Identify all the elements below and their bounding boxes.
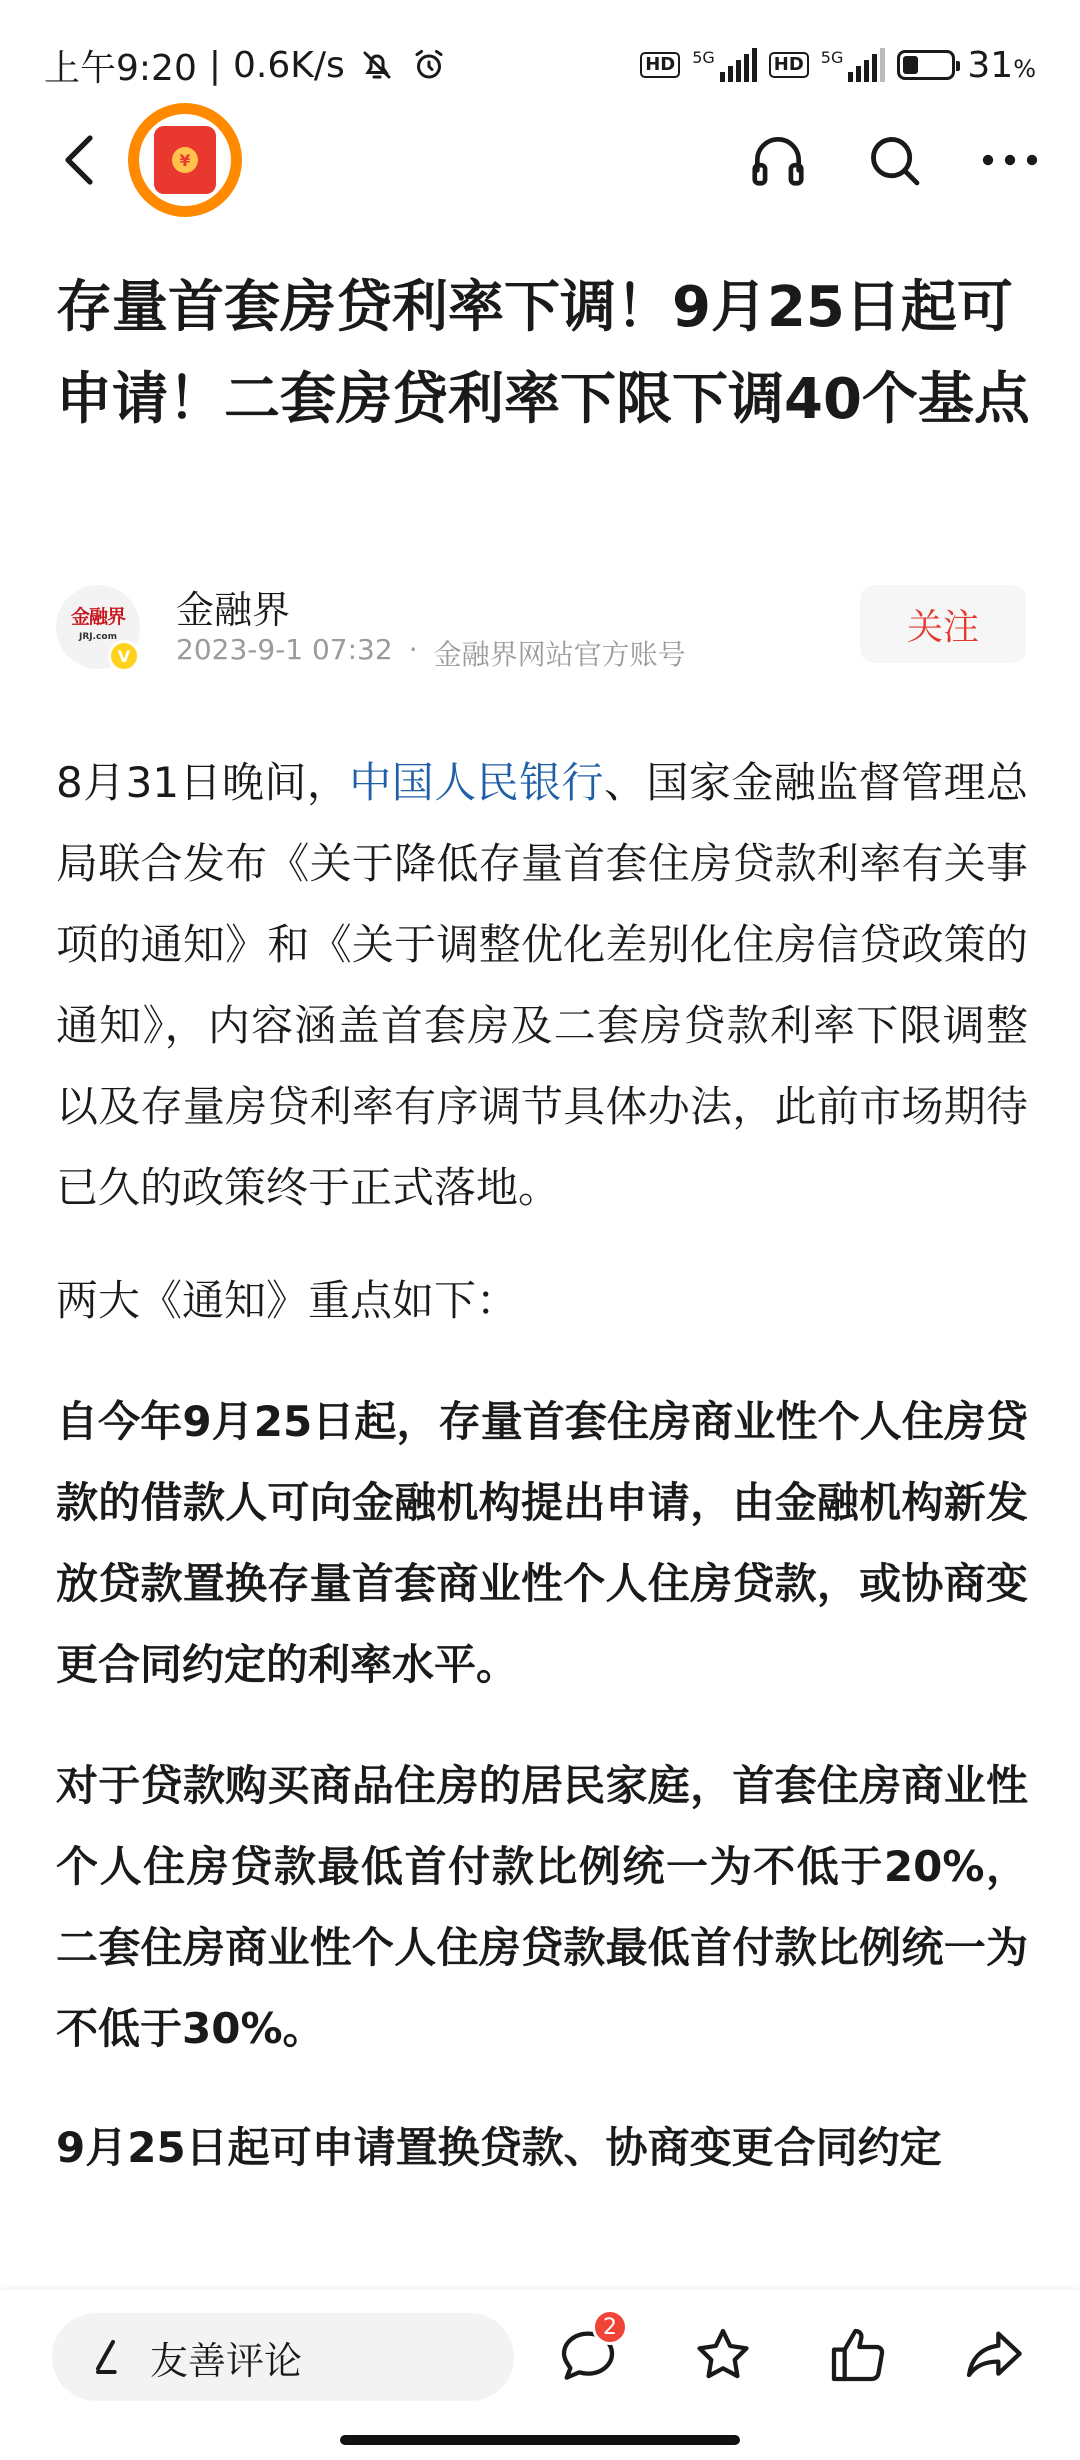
share-icon	[961, 2323, 1025, 2387]
comments-button[interactable]	[548, 2315, 628, 2395]
account-avatar[interactable]	[128, 103, 242, 217]
author-logo-text: 金融界	[70, 606, 125, 628]
article-body	[56, 742, 1028, 2188]
follow-button[interactable]: 关注	[860, 585, 1026, 663]
like-button[interactable]	[818, 2315, 898, 2395]
home-indicator[interactable]	[340, 2435, 740, 2445]
top-nav-bar	[0, 95, 1080, 225]
article-meta	[176, 633, 686, 673]
listen-button[interactable]	[738, 120, 818, 200]
paragraph	[56, 742, 1028, 1228]
article-title: 存量首套房贷利率下调！9月25日起可申请！二套房贷利率下限下调40个基点	[56, 275, 1030, 432]
battery-unit: %	[1013, 54, 1036, 83]
author-description: 金融界网站官方账号	[433, 638, 686, 671]
pen-icon	[88, 2337, 128, 2377]
status-separator: |	[208, 44, 221, 86]
alarm-icon	[409, 45, 449, 85]
more-icon	[980, 152, 1040, 168]
publish-date: 2023-9-1 07:32	[176, 633, 393, 666]
network-type: 5G	[820, 48, 844, 67]
comment-count-badge: 2	[592, 2309, 628, 2345]
share-button[interactable]	[953, 2315, 1033, 2395]
hd-badge: HD	[769, 52, 809, 78]
comment-placeholder: 友善评论	[150, 2338, 303, 2383]
hd-badge: HD	[640, 52, 680, 78]
battery-value: 31	[967, 44, 1014, 86]
thumbs-up-icon	[826, 2323, 890, 2387]
red-envelope-icon: ¥	[154, 126, 216, 194]
battery-icon	[897, 50, 955, 80]
favorite-button[interactable]	[683, 2315, 763, 2395]
bottom-action-bar	[0, 2290, 1080, 2460]
paragraph: 两大《通知》重点如下：	[56, 1276, 519, 1325]
search-icon	[865, 131, 923, 189]
mute-icon	[357, 45, 397, 85]
comment-input[interactable]	[52, 2313, 514, 2401]
signal-icon	[692, 48, 757, 82]
paragraph-bold: 自今年9月25日起，存量首套住房商业性个人住房贷款的借款人可向金融机构提出申请，由金融机构新发放贷款置换存量首套商业性个人住房贷款，或协商变更合同约定的利率水平。	[56, 1397, 1028, 1689]
author-avatar[interactable]	[56, 585, 140, 669]
paragraph-bold: 对于贷款购买商品住房的居民家庭，首套住房商业性个人住房贷款最低首付款比例统一为不低于20%，二套住房商业性个人住房贷款最低首付款比例统一为不低于30%。	[56, 1761, 1028, 2053]
network-type: 5G	[692, 48, 715, 67]
entity-link[interactable]: 中国人民银行	[349, 758, 604, 807]
star-icon	[691, 2323, 755, 2387]
more-button[interactable]	[970, 120, 1050, 200]
meta-dot: ·	[408, 633, 418, 666]
author-logo-sub: JRJ.com	[79, 632, 117, 642]
paragraph-bold: 9月25日起可申请置换贷款、协商变更合同约定	[56, 2123, 942, 2172]
author-name[interactable]: 金融界	[176, 588, 291, 632]
paragraph-text: 8月31日晚间，	[56, 758, 350, 807]
back-button[interactable]	[40, 120, 120, 200]
headphones-icon	[747, 129, 809, 191]
chevron-left-icon	[58, 132, 102, 188]
status-time: 上午9:20	[44, 47, 197, 89]
search-button[interactable]	[854, 120, 934, 200]
author-row	[56, 585, 1026, 675]
battery-percent	[967, 45, 1036, 86]
verified-badge-icon: V	[108, 640, 140, 672]
status-net-speed: 0.6K/s	[232, 44, 345, 86]
paragraph-text: 、国家金融监督管理总局联合发布《关于降低存量首套住房贷款利率有关事项的通知》和《关于调整优化差别化住房信贷政策的通知》，内容涵盖首套房及二套房贷款利率下限调整以及存量房贷利率有序调节具体办法，此前市场期待已久的政策终于正式落地。	[56, 758, 1028, 1212]
signal-icon	[821, 48, 886, 82]
battery-fill	[903, 56, 917, 74]
